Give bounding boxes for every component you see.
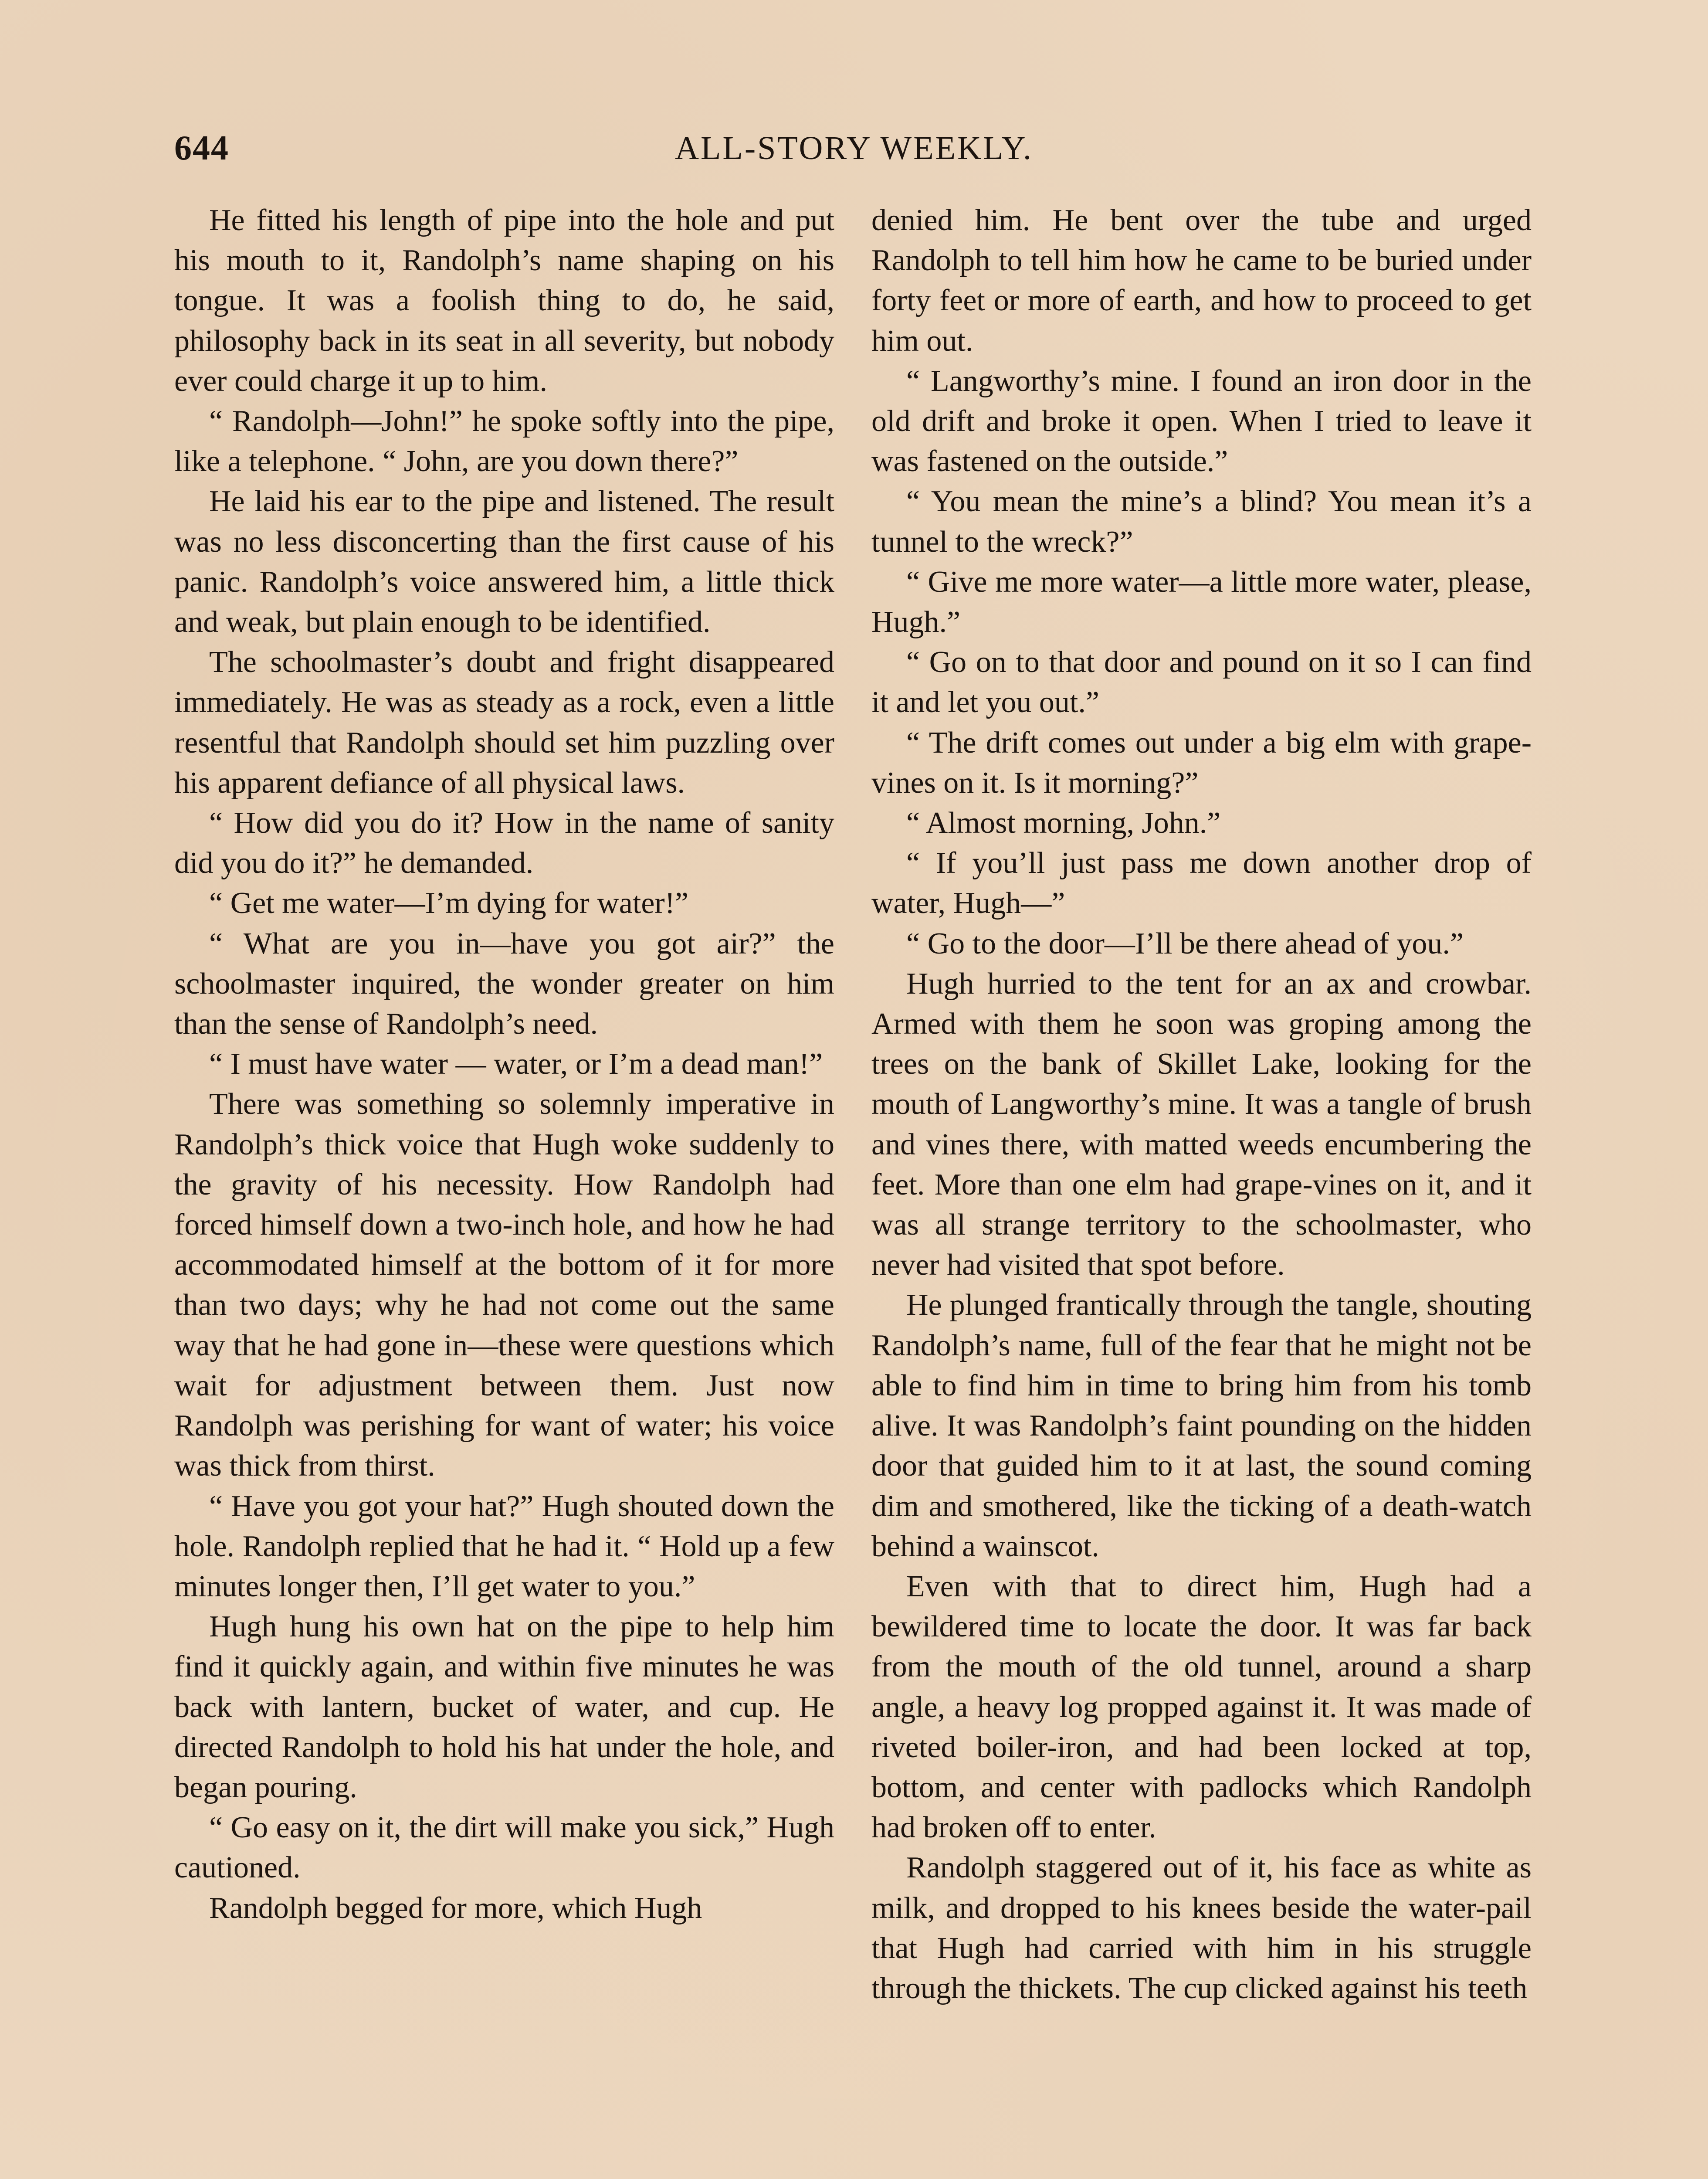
paragraph: “ If you’ll just pass me down another drop of water, Hugh—”: [871, 846, 1532, 920]
paragraph: “ Almost morning, John.”: [906, 806, 1221, 840]
paragraph: The schoolmaster’s doubt and fright disappeared immediately. He was as steady as a rock, even a little resentful that Randolph should set him puzzling over his apparent defiance of all physical laws.: [174, 645, 834, 800]
paragraph: “ You mean the mine’s a blind? You mean it’s a tunnel to the wreck?”: [871, 485, 1532, 559]
left-column: [174, 200, 834, 1928]
paragraph: “ I must have water — water, or I’m a dead man!”: [209, 1047, 823, 1081]
paragraph: He laid his ear to the pipe and listened. The result was no less disconcerting than the first cause of his panic. Randolph’s voice answered him, a little thick and weak, but plain enough to be identified.: [174, 485, 834, 639]
paragraph: “ Langworthy’s mine. I found an iron door in the old drift and broke it open. When I tried to leave it was fastened on the outside.”: [871, 364, 1532, 479]
running-head: ALL-STORY WEEKLY.: [675, 130, 1033, 166]
paragraph: “ What are you in—have you got air?” the schoolmaster inquired, the wonder greater on him than the sense of Randolph’s need.: [174, 927, 834, 1041]
paragraph: There was something so solemnly imperative in Randolph’s thick voice that Hugh woke suddenly to the gravity of his necessity. How Randolph had forced himself down a two-inch hole, and how he had accommodated himself at the bottom of it for more than two days; why he had not come out the same way that he had gone in—these were questions which wait for adjustment between them. Just now Randolph was perishing for want of water; his voice was thick from thirst.: [174, 1087, 834, 1483]
paragraph: Hugh hung his own hat on the pipe to help him find it quickly again, and within five minutes he was back with lantern, bucket of water, and cup. He directed Randolph to hold his hat under the hole, and began pouring.: [174, 1610, 834, 1804]
paragraph: “ Go easy on it, the dirt will make you sick,” Hugh cautioned.: [174, 1811, 834, 1885]
paragraph: “ Go on to that door and pound on it so I can find it and let you out.”: [871, 645, 1532, 720]
paragraph: “ The drift comes out under a big elm with grape-vines on it. Is it morning?”: [871, 726, 1532, 800]
paragraph: Randolph begged for more, which Hugh: [209, 1891, 702, 1925]
paragraph: “ Have you got your hat?” Hugh shouted down the hole. Randolph replied that he had it. “ Hold up a few minutes longer then, I’ll get water to you.”: [174, 1489, 834, 1603]
page-header: [174, 124, 1534, 172]
paragraph: Randolph staggered out of it, his face as white as milk, and dropped to his knees beside the water-pail that Hugh had carried with him in his struggle through the thickets. The cup clicked against his teeth: [871, 1851, 1532, 2005]
paragraph: Hugh hurried to the tent for an ax and crowbar. Armed with them he soon was groping among the trees on the bank of Skillet Lake, looking for the mouth of Langworthy’s mine. It was a tangle of brush and vines there, with matted weeds encumbering the feet. More than one elm had grape-vines on it, and it was all strange territory to the schoolmaster, who never had visited that spot before.: [871, 967, 1532, 1282]
paragraph: “ Get me water—I’m dying for water!”: [209, 886, 689, 920]
paragraph: He fitted his length of pipe into the hole and put his mouth to it, Randolph’s name shaping on his tongue. It was a foolish thing to do, he said, philosophy back in its seat in all severity, but nobody ever could charge it up to him.: [174, 204, 834, 398]
paragraph: “ Go to the door—I’ll be there ahead of you.”: [906, 927, 1464, 961]
paragraph-continuation: denied him. He bent over the tube and urged Randolph to tell him how he came to be buried under forty feet or more of earth, and how to proceed to get him out.: [871, 204, 1532, 358]
paragraph: “ How did you do it? How in the name of sanity did you do it?” he demanded.: [174, 806, 834, 880]
paragraph: He plunged frantically through the tangle, shouting Randolph’s name, full of the fear that he might not be able to find him in time to bring him from his tomb alive. It was Randolph’s faint pounding on the hidden door that guided him to it at last, the sound coming dim and smothered, like the ticking of a death-watch behind a wainscot.: [871, 1288, 1532, 1563]
paragraph: Even with that to direct him, Hugh had a bewildered time to locate the door. It was far back from the mouth of the old tunnel, around a sharp angle, a heavy log propped against it. It was made of riveted boiler-iron, and had been locked at top, bottom, and center with padlocks which Randolph had broken off to enter.: [871, 1569, 1532, 1845]
paragraph: “ Give me more water—a little more water, please, Hugh.”: [871, 565, 1532, 639]
page-number: 644: [174, 129, 229, 167]
paragraph: “ Randolph—John!” he spoke softly into the pipe, like a telephone. “ John, are you down there?”: [174, 404, 834, 479]
right-column: [871, 200, 1532, 2009]
